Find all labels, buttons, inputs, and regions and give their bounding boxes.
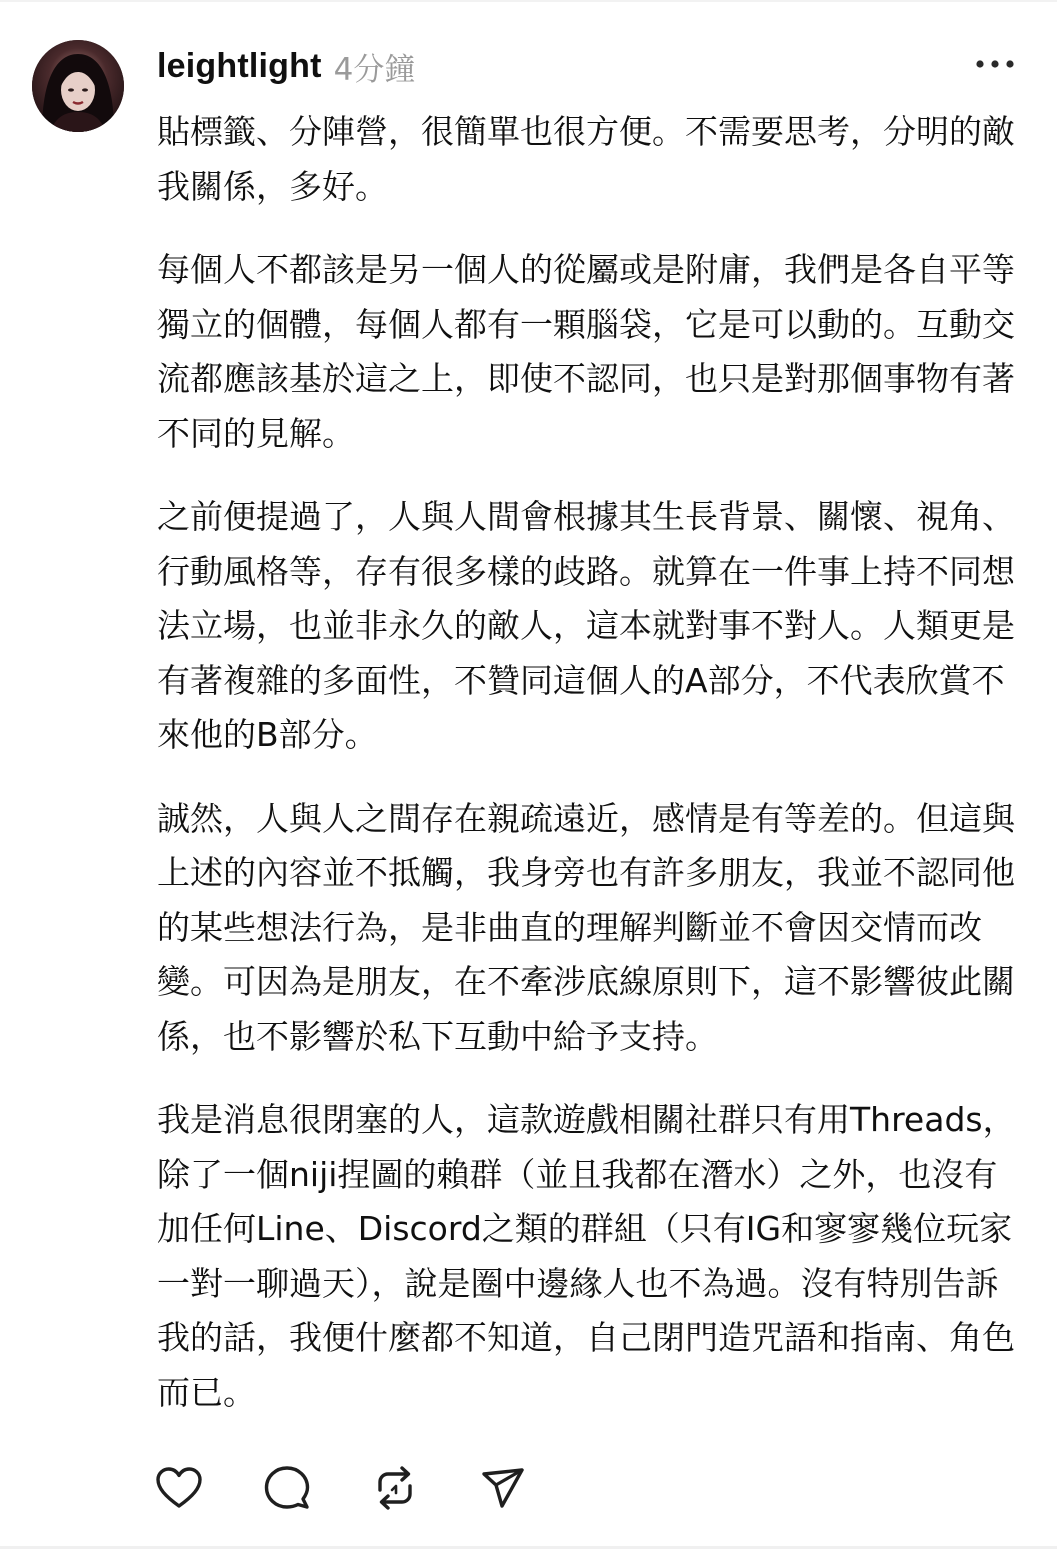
comment-icon [264,1465,310,1511]
action-bar [150,1458,582,1518]
more-options-button[interactable] [973,46,1017,82]
post-paragraph: 每個人不都該是另一個人的從屬或是附庸，我們是各自平等獨立的個體，每個人都有一顆腦袋，它是可以動的。互動交流都應該基於這之上，即使不認同，也只是對那個事物有著不同的見解。 [157,250,1015,453]
heart-icon [155,1466,203,1510]
post-paragraph: 之前便提過了，人與人間會根據其生長背景、關懷、視角、行動風格等，存有很多樣的歧路。就算在一件事上持不同想法立場，也並非永久的敵人，這本就對事不對人。人類更是有著複雜的多面性，不贊同這個人的A部分，不代表欣賞不來他的B部分。 [157,497,1015,754]
username[interactable]: leightlight [157,46,322,85]
avatar[interactable] [32,40,124,132]
post-paragraph: 誠然，人與人之間存在親疏遠近，感情是有等差的。但這與上述的內容並不抵觸，我身旁也有許多朋友，我並不認同他的某些想法行為，是非曲直的理解判斷並不會因交情而改變。可因為是朋友，在不牽涉底線原則下，這不影響彼此關係，也不影響於私下互動中給予支持。 [157,798,1015,1056]
post-body [157,105,1029,1449]
share-button[interactable] [474,1459,532,1517]
post-header [157,40,415,92]
reply-button[interactable] [258,1459,316,1517]
like-button[interactable] [150,1459,208,1517]
repost-button[interactable] [366,1459,424,1517]
avatar-portrait-icon [32,40,124,132]
more-horizontal-icon [975,59,1015,69]
send-icon [481,1466,525,1510]
post-paragraph: 我是消息很閉塞的人，這款遊戲相關社群只有用Threads，除了一個niji捏圖的賴群（並且我都在潛水）之外，也沒有加任何Line、Discord之類的群組（只有IG和寥寥幾位玩家一對一聊過天），說是圈中邊緣人也不為過。沒有特別告訴我的話，我便什麼都不知道，自己閉門造咒語和指南、角色而已。 [157,1100,1016,1412]
timestamp: 4分鐘 [333,51,416,88]
repost-icon [372,1465,418,1511]
post-paragraph: 貼標籤、分陣營，很簡單也很方便。不需要思考，分明的敵我關係，多好。 [157,112,1015,206]
